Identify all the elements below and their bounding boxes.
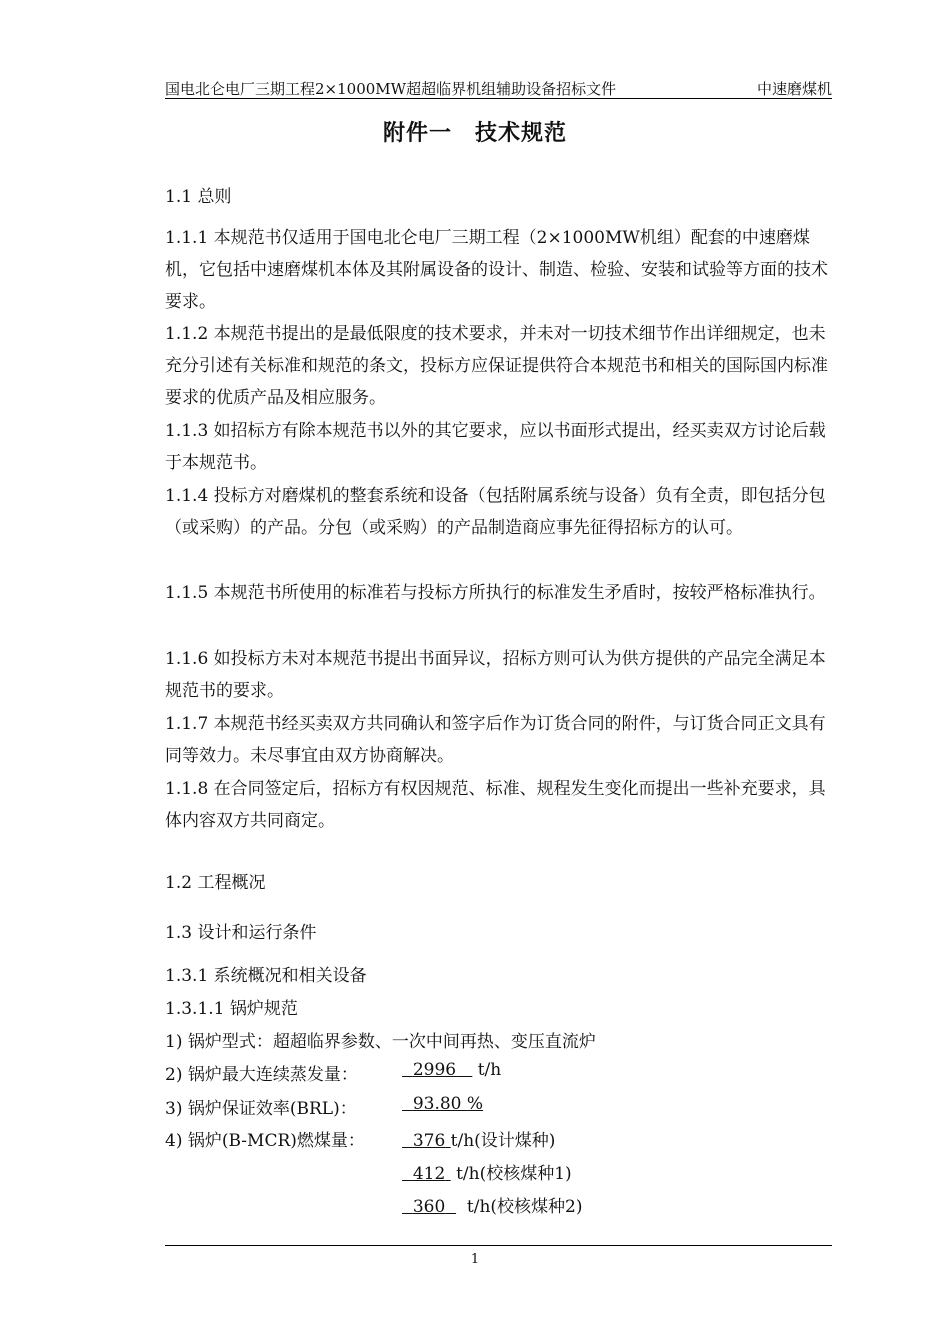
coal-design-unit: t/h(设计煤种) bbox=[450, 1131, 556, 1151]
section-heading-1-1: 1.1 总则 bbox=[165, 187, 232, 207]
boiler-evaporation-value-group bbox=[402, 1060, 501, 1080]
boiler-efficiency-value: 93.80 % bbox=[412, 1094, 484, 1114]
coal-check1-value: 412 bbox=[412, 1164, 446, 1184]
paragraph-1-1-2: 1.1.2 本规范书提出的是最低限度的技术要求，并未对一切技术细节作出详细规定，也未充分引述有关标准和规范的条文，投标方应保证提供符合本规范书和相关的国际国内标准要求的优质产品及相应服务。 bbox=[165, 324, 828, 408]
boiler-evaporation-unit: t/h bbox=[477, 1060, 502, 1080]
coal-check1-unit: t/h(校核煤种1) bbox=[456, 1164, 572, 1184]
coal-design-value-group bbox=[402, 1126, 555, 1151]
boiler-evaporation-value: 2996 bbox=[412, 1060, 457, 1080]
paragraph-1-1-8: 1.1.8 在合同签定后，招标方有权因规范、标准、规程发生变化而提出一些补充要求，具体内容双方共同商定。 bbox=[165, 779, 826, 831]
paragraph-1-1-3: 1.1.3 如招标方有除本规范书以外的其它要求，应以书面形式提出，经买卖双方讨论后载于本规范书。 bbox=[165, 421, 826, 473]
coal-check2-value: 360 bbox=[412, 1197, 446, 1217]
footer-rule bbox=[165, 1245, 832, 1246]
page-number: 1 bbox=[470, 1252, 480, 1267]
coal-check1-value-group bbox=[402, 1159, 572, 1184]
paragraph-1-1-5: 1.1.5 本规范书所使用的标准若与投标方所执行的标准发生矛盾时，按较严格标准执行。 bbox=[165, 583, 826, 603]
section-heading-1-3-1-1: 1.3.1.1 锅炉规范 bbox=[165, 999, 298, 1019]
boiler-efficiency-value-group bbox=[402, 1094, 483, 1114]
coal-check2-value-group bbox=[402, 1192, 582, 1217]
paragraph-1-1-4: 1.1.4 投标方对磨煤机的整套系统和设备（包括附属系统与设备）负有全责，即包括分包（或采购）的产品。分包（或采购）的产品制造商应事先征得招标方的认可。 bbox=[165, 486, 826, 538]
boiler-evaporation-label: 2) 锅炉最大连续蒸发量： bbox=[165, 1065, 358, 1085]
header-document-title: 国电北仑电厂三期工程2×1000MW超超临界机组辅助设备招标文件 bbox=[165, 80, 617, 98]
header-section-name: 中速磨煤机 bbox=[756, 80, 832, 98]
page-title: 附件一 技术规范 bbox=[382, 121, 567, 146]
section-heading-1-3: 1.3 设计和运行条件 bbox=[165, 923, 317, 943]
boiler-coal-consumption-label: 4) 锅炉(B-MCR)燃煤量： bbox=[165, 1131, 365, 1151]
section-heading-1-2: 1.2 工程概况 bbox=[165, 873, 266, 893]
page-header bbox=[165, 76, 832, 99]
boiler-efficiency-label: 3) 锅炉保证效率(BRL)： bbox=[165, 1099, 357, 1119]
coal-check2-unit: t/h(校核煤种2) bbox=[466, 1197, 583, 1217]
section-heading-1-3-1: 1.3.1 系统概况和相关设备 bbox=[165, 966, 367, 986]
paragraph-1-1-1: 1.1.1 本规范书仅适用于国电北仑电厂三期工程（2×1000MW机组）配套的中速磨煤机，它包括中速磨煤机本体及其附属设备的设计、制造、检验、安装和试验等方面的技术要求。 bbox=[165, 228, 828, 312]
paragraph-1-1-6: 1.1.6 如投标方未对本规范书提出书面异议，招标方则可认为供方提供的产品完全满足本规范书的要求。 bbox=[165, 649, 826, 701]
boiler-type-line: 1) 锅炉型式：超超临界参数、一次中间再热、变压直流炉 bbox=[165, 1032, 596, 1052]
paragraph-1-1-7: 1.1.7 本规范书经买卖双方共同确认和签字后作为订货合同的附件，与订货合同正文具有同等效力。未尽事宜由双方协商解决。 bbox=[165, 714, 826, 766]
coal-design-value: 376 bbox=[412, 1131, 446, 1151]
